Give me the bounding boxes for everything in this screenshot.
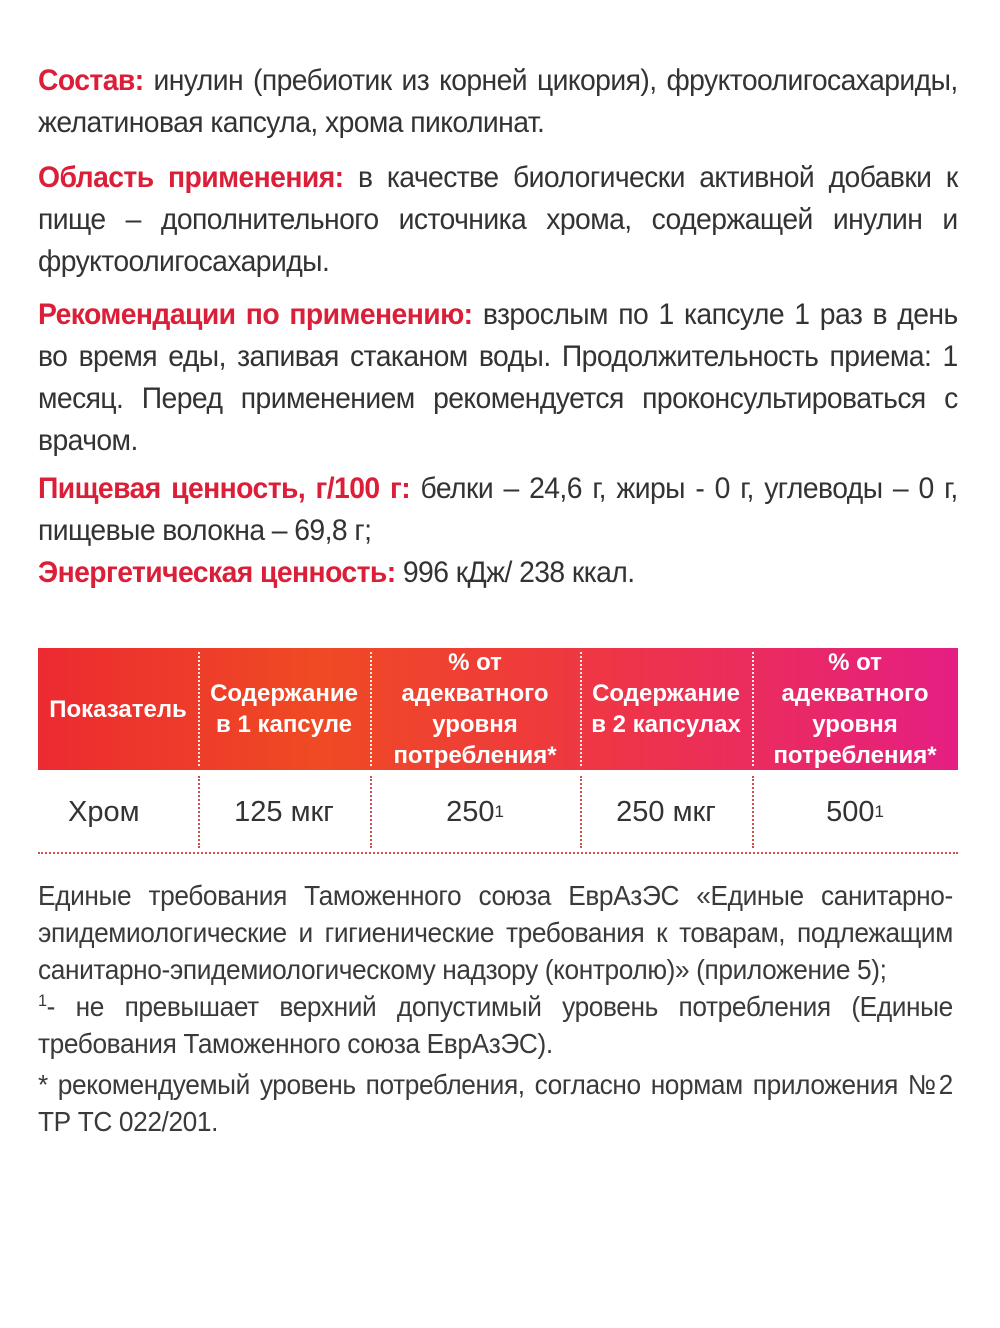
row-percent-1: 250 <box>446 795 495 828</box>
table-row <box>38 772 958 854</box>
row-content-1: 125 мкг <box>198 772 370 852</box>
header-percent-1: % от адекватного уровня потребления* <box>370 648 580 770</box>
energy-paragraph <box>38 552 958 594</box>
note-regulation: Единые требования Таможенного союза ЕврАзЭС «Единые санитарно-эпидемиологические и гигиенические требования к товарам, подлежащим санитарно-эпидемиологическому надзору (контролю)» (приложение 5); <box>38 880 953 985</box>
energy-text: 996 кДж/ 238 ккал. <box>395 556 635 589</box>
nutrition-paragraph <box>38 468 958 552</box>
note-footnote-1 <box>38 988 953 1062</box>
recommendations-paragraph <box>38 294 958 462</box>
composition-label: Состав: <box>38 64 144 97</box>
recommendations-label: Рекомендации по применению: <box>38 298 473 331</box>
header-content-1: Содержание в 1 капсуле <box>198 648 370 770</box>
area-label: Область применения: <box>38 161 344 194</box>
composition-text: инулин (пребиотик из корней цикория), фруктоолигосахариды, желатиновая капсула, хрома пиколинат. <box>38 64 958 139</box>
recommendations-text: взрослым по 1 капсуле 1 раз в день во время еды, запивая стаканом воды. Продолжительность приема: 1 месяц. Перед применением рекомендуется проконсультироваться с врачом. <box>38 298 958 457</box>
row-percent-2-cell: 500 1 <box>752 772 958 852</box>
row-percent-2: 500 <box>826 795 875 828</box>
table-header <box>38 648 958 770</box>
composition-paragraph <box>38 60 958 144</box>
row-name: Хром <box>68 795 140 828</box>
row-content-2: 250 мкг <box>580 772 752 852</box>
header-content-2: Содержание в 2 капсулах <box>580 648 752 770</box>
energy-label: Энергетическая ценность: <box>38 556 396 589</box>
nutrition-label: Пищевая ценность, г/100 г: <box>38 472 411 505</box>
header-indicator: Показатель <box>49 695 187 723</box>
note-asterisk: * рекомендуемый уровень потребления, согласно нормам приложения №2 ТР ТС 022/201. <box>38 1069 953 1137</box>
note-footnote-text: - не превышает верхний допустимый уровень потребления (Единые требования Таможенного союза ЕврАзЭС). <box>38 991 953 1059</box>
row-percent-1-cell: 250 1 <box>370 772 580 852</box>
nutrition-text: белки – 24,6 г, жиры - 0 г, углеводы – 0 г, пищевые волокна – 69,8 г; <box>38 472 958 547</box>
note-footnote-mark: 1 <box>38 991 47 1010</box>
area-text: в качестве биологически активной добавки к пище – дополнительного источника хрома, содержащей инулин и фруктоолигосахариды. <box>38 161 958 278</box>
area-paragraph <box>38 157 958 283</box>
header-percent-2: % от адекватного уровня потребления* <box>752 648 958 770</box>
